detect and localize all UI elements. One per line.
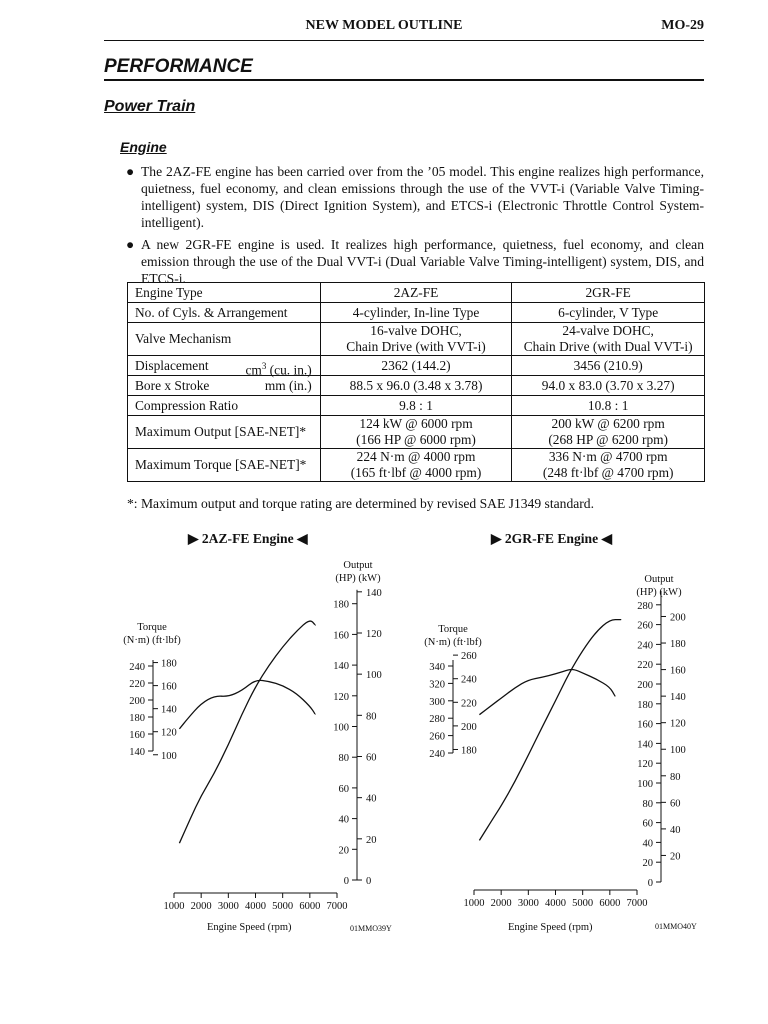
y-axis-units: (HP) (kW) <box>636 587 682 598</box>
ftlbf-tick-label: 220 <box>461 698 477 710</box>
y-axis-title: Output <box>343 560 373 571</box>
x-axis-label: Engine Speed (rpm) <box>508 922 593 933</box>
cell-line: Chain Drive (with VVT-i) <box>346 339 486 354</box>
ftlbf-tick-label: 260 <box>461 651 477 663</box>
nm-tick-label: 240 <box>429 749 445 760</box>
hp-tick-label: 0 <box>647 878 653 889</box>
row-label: Displacement <box>135 357 209 373</box>
hp-tick-label: 20 <box>642 858 653 870</box>
unit-text: (cu. in.) <box>266 361 312 377</box>
ftlbf-tick-label: 240 <box>461 674 477 686</box>
output-curve <box>179 621 315 843</box>
kw-tick-label: 100 <box>670 745 686 757</box>
x-tick-label: 6000 <box>599 898 621 909</box>
running-header-title: NEW MODEL OUTLINE <box>305 18 463 33</box>
x-tick-label: 3000 <box>517 898 539 909</box>
x-axis-label: Engine Speed (rpm) <box>207 922 292 933</box>
kw-tick-label: 140 <box>670 692 686 704</box>
x-tick-label: 2000 <box>490 898 512 909</box>
kw-tick-label: 120 <box>670 718 686 730</box>
cell-line: 200 kW @ 6200 rpm <box>551 416 665 431</box>
footnote: *: Maximum output and torque rating are determined by revised SAE J1349 standard. <box>127 496 594 511</box>
cell-line: (166 HP @ 6000 rpm) <box>356 432 476 447</box>
bullet-dot: ● <box>126 164 135 179</box>
hp-tick-label: 80 <box>642 798 653 810</box>
bullet-text: A new 2GR-FE engine is used. It realizes high performance, quietness, fuel economy, and clean emission through the use of the Dual VVT-i (Dual Variable Valve Timing-intelligent) system, DIS, and ETCS-i. <box>141 237 704 286</box>
right-triangle-icon: ▶ <box>491 531 502 546</box>
table-cell: Compression Ratio <box>128 396 321 416</box>
x-tick-label: 6000 <box>299 901 321 912</box>
cell-line: (165 ft·lbf @ 4000 rpm) <box>350 465 482 480</box>
x-tick-label: 1000 <box>163 901 185 912</box>
kw-tick-label: 140 <box>366 587 382 599</box>
cell-line: 24-valve DOHC, <box>562 323 654 338</box>
x-tick-label: 3000 <box>217 901 239 912</box>
right-triangle-icon: ▶ <box>188 531 199 546</box>
y-axis-units: (HP) (kW) <box>335 573 381 584</box>
table-cell: Engine Type <box>128 283 321 303</box>
table-cell: Maximum Output [SAE-NET]* <box>128 416 321 449</box>
subsection-title: Power Train <box>104 98 196 115</box>
nm-tick-label: 240 <box>129 662 145 673</box>
cell-line: Chain Drive (with Dual VVT-i) <box>523 339 693 354</box>
nm-tick-label: 180 <box>129 713 145 724</box>
table-cell: 88.5 x 96.0 (3.48 x 3.78) <box>320 376 512 396</box>
kw-tick-label: 20 <box>670 851 681 863</box>
nm-tick-label: 340 <box>429 662 445 673</box>
kw-tick-label: 60 <box>670 798 681 810</box>
kw-tick-label: 80 <box>670 771 681 783</box>
kw-tick-label: 0 <box>366 876 372 887</box>
y-axis-title: Torque <box>137 622 167 633</box>
x-tick-label: 1000 <box>463 898 485 909</box>
cell-line: 16-valve DOHC, <box>370 323 462 338</box>
cell-line: 224 N·m @ 4000 rpm <box>356 449 476 464</box>
chart-title-text: 2GR-FE Engine <box>504 531 599 546</box>
subsubsection-title: Engine <box>120 139 167 155</box>
cell-line: (248 ft·lbf @ 4700 rpm) <box>542 465 674 480</box>
unit-label: mm (in.) <box>264 377 312 393</box>
ftlbf-tick-label: 120 <box>161 727 177 739</box>
x-tick-label: 5000 <box>272 901 294 912</box>
x-tick-label: 7000 <box>626 898 648 909</box>
hp-tick-label: 100 <box>333 722 349 734</box>
hp-tick-label: 220 <box>637 660 653 672</box>
hp-tick-label: 40 <box>642 838 653 850</box>
nm-tick-label: 140 <box>129 747 145 758</box>
hp-tick-label: 80 <box>338 753 349 765</box>
ftlbf-tick-label: 160 <box>161 681 177 693</box>
y-axis-units: (N·m) (ft·lbf) <box>424 637 482 648</box>
hp-tick-label: 100 <box>637 779 653 790</box>
hp-tick-label: 160 <box>333 630 349 642</box>
ftlbf-tick-label: 140 <box>161 704 177 716</box>
unit-text: cm <box>245 361 262 377</box>
x-tick-label: 7000 <box>326 901 348 912</box>
table-cell: 10.8 : 1 <box>512 396 705 416</box>
kw-tick-label: 200 <box>670 612 686 624</box>
hp-tick-label: 280 <box>637 600 653 612</box>
ftlbf-tick-label: 100 <box>161 750 177 762</box>
kw-tick-label: 40 <box>670 824 681 836</box>
kw-tick-label: 180 <box>670 639 686 651</box>
table-cell: 9.8 : 1 <box>320 396 512 416</box>
hp-tick-label: 260 <box>637 620 653 632</box>
row-label: Bore x Stroke <box>135 377 210 393</box>
table-cell: 3456 (210.9) <box>512 356 705 376</box>
table-cell: 6-cylinder, V Type <box>512 303 705 323</box>
hp-tick-label: 180 <box>637 699 653 711</box>
hp-tick-label: 20 <box>338 845 349 857</box>
kw-tick-label: 60 <box>366 752 377 764</box>
table-cell: 2GR-FE <box>512 283 705 303</box>
torque-curve <box>479 670 615 715</box>
kw-tick-label: 80 <box>366 711 377 723</box>
chart-title-text: 2AZ-FE Engine <box>201 531 294 546</box>
table-cell: Maximum Torque [SAE-NET]* <box>128 449 321 482</box>
y-axis-units: (N·m) (ft·lbf) <box>123 635 181 646</box>
bullet-dot: ● <box>126 237 135 252</box>
kw-tick-label: 20 <box>366 834 377 846</box>
left-triangle-icon: ◀ <box>297 531 308 546</box>
kw-tick-label: 100 <box>366 670 382 682</box>
hp-tick-label: 160 <box>637 719 653 731</box>
nm-tick-label: 300 <box>429 696 445 708</box>
cell-line: (268 HP @ 6200 rpm) <box>548 432 669 447</box>
nm-tick-label: 320 <box>429 679 445 691</box>
hp-tick-label: 60 <box>642 818 653 830</box>
nm-tick-label: 280 <box>429 714 445 726</box>
hp-tick-label: 140 <box>637 739 653 751</box>
output-curve <box>479 620 620 841</box>
x-tick-label: 5000 <box>572 898 594 909</box>
bullet-text: The 2AZ-FE engine has been carried over from the ’05 model. This engine realizes high performance, quietness, fuel economy, and clean emissions through the use of the VVT-i (Variable Valve Timing-intelligent) system, DIS (Direct Ignition System), and ETCS-i (Electronic Throttle Control System-intelligent). <box>141 164 704 230</box>
nm-tick-label: 260 <box>429 731 445 743</box>
hp-tick-label: 40 <box>338 814 349 826</box>
hp-tick-label: 240 <box>637 640 653 652</box>
x-tick-label: 2000 <box>190 901 212 912</box>
table-cell: 2AZ-FE <box>320 283 512 303</box>
y-axis-title: Torque <box>438 624 468 635</box>
nm-tick-label: 160 <box>129 730 145 741</box>
section-title: PERFORMANCE <box>104 56 253 77</box>
page-number: MO-29 <box>661 18 704 33</box>
table-cell: Valve Mechanism <box>128 323 321 356</box>
figure-id: 01MMO39Y <box>350 924 392 933</box>
table-cell: No. of Cyls. & Arrangement <box>128 303 321 323</box>
ftlbf-tick-label: 180 <box>461 745 477 757</box>
ftlbf-tick-label: 180 <box>161 658 177 670</box>
cell-line: 124 kW @ 6000 rpm <box>359 416 473 431</box>
hp-tick-label: 200 <box>637 680 653 691</box>
table-cell: 94.0 x 83.0 (3.70 x 3.27) <box>512 376 705 396</box>
hp-tick-label: 60 <box>338 783 349 795</box>
kw-tick-label: 120 <box>366 628 382 640</box>
x-tick-label: 4000 <box>245 901 266 912</box>
hp-tick-label: 0 <box>343 876 349 887</box>
table-cell: 4-cylinder, In-line Type <box>320 303 512 323</box>
figure-id: 01MMO40Y <box>655 922 697 931</box>
ftlbf-tick-label: 200 <box>461 721 477 733</box>
kw-tick-label: 40 <box>366 793 377 805</box>
nm-tick-label: 220 <box>129 679 145 690</box>
unit-sup: 3 <box>261 360 267 371</box>
left-triangle-icon: ◀ <box>601 531 613 546</box>
x-tick-label: 4000 <box>545 898 566 909</box>
cell-line: 336 N·m @ 4700 rpm <box>548 449 668 464</box>
hp-tick-label: 120 <box>333 691 349 703</box>
table-cell: 2362 (144.2) <box>320 356 512 376</box>
hp-tick-label: 180 <box>333 599 349 611</box>
hp-tick-label: 120 <box>637 759 653 771</box>
kw-tick-label: 160 <box>670 665 686 677</box>
y-axis-title: Output <box>644 574 674 585</box>
nm-tick-label: 200 <box>129 696 145 707</box>
hp-tick-label: 140 <box>333 661 349 673</box>
